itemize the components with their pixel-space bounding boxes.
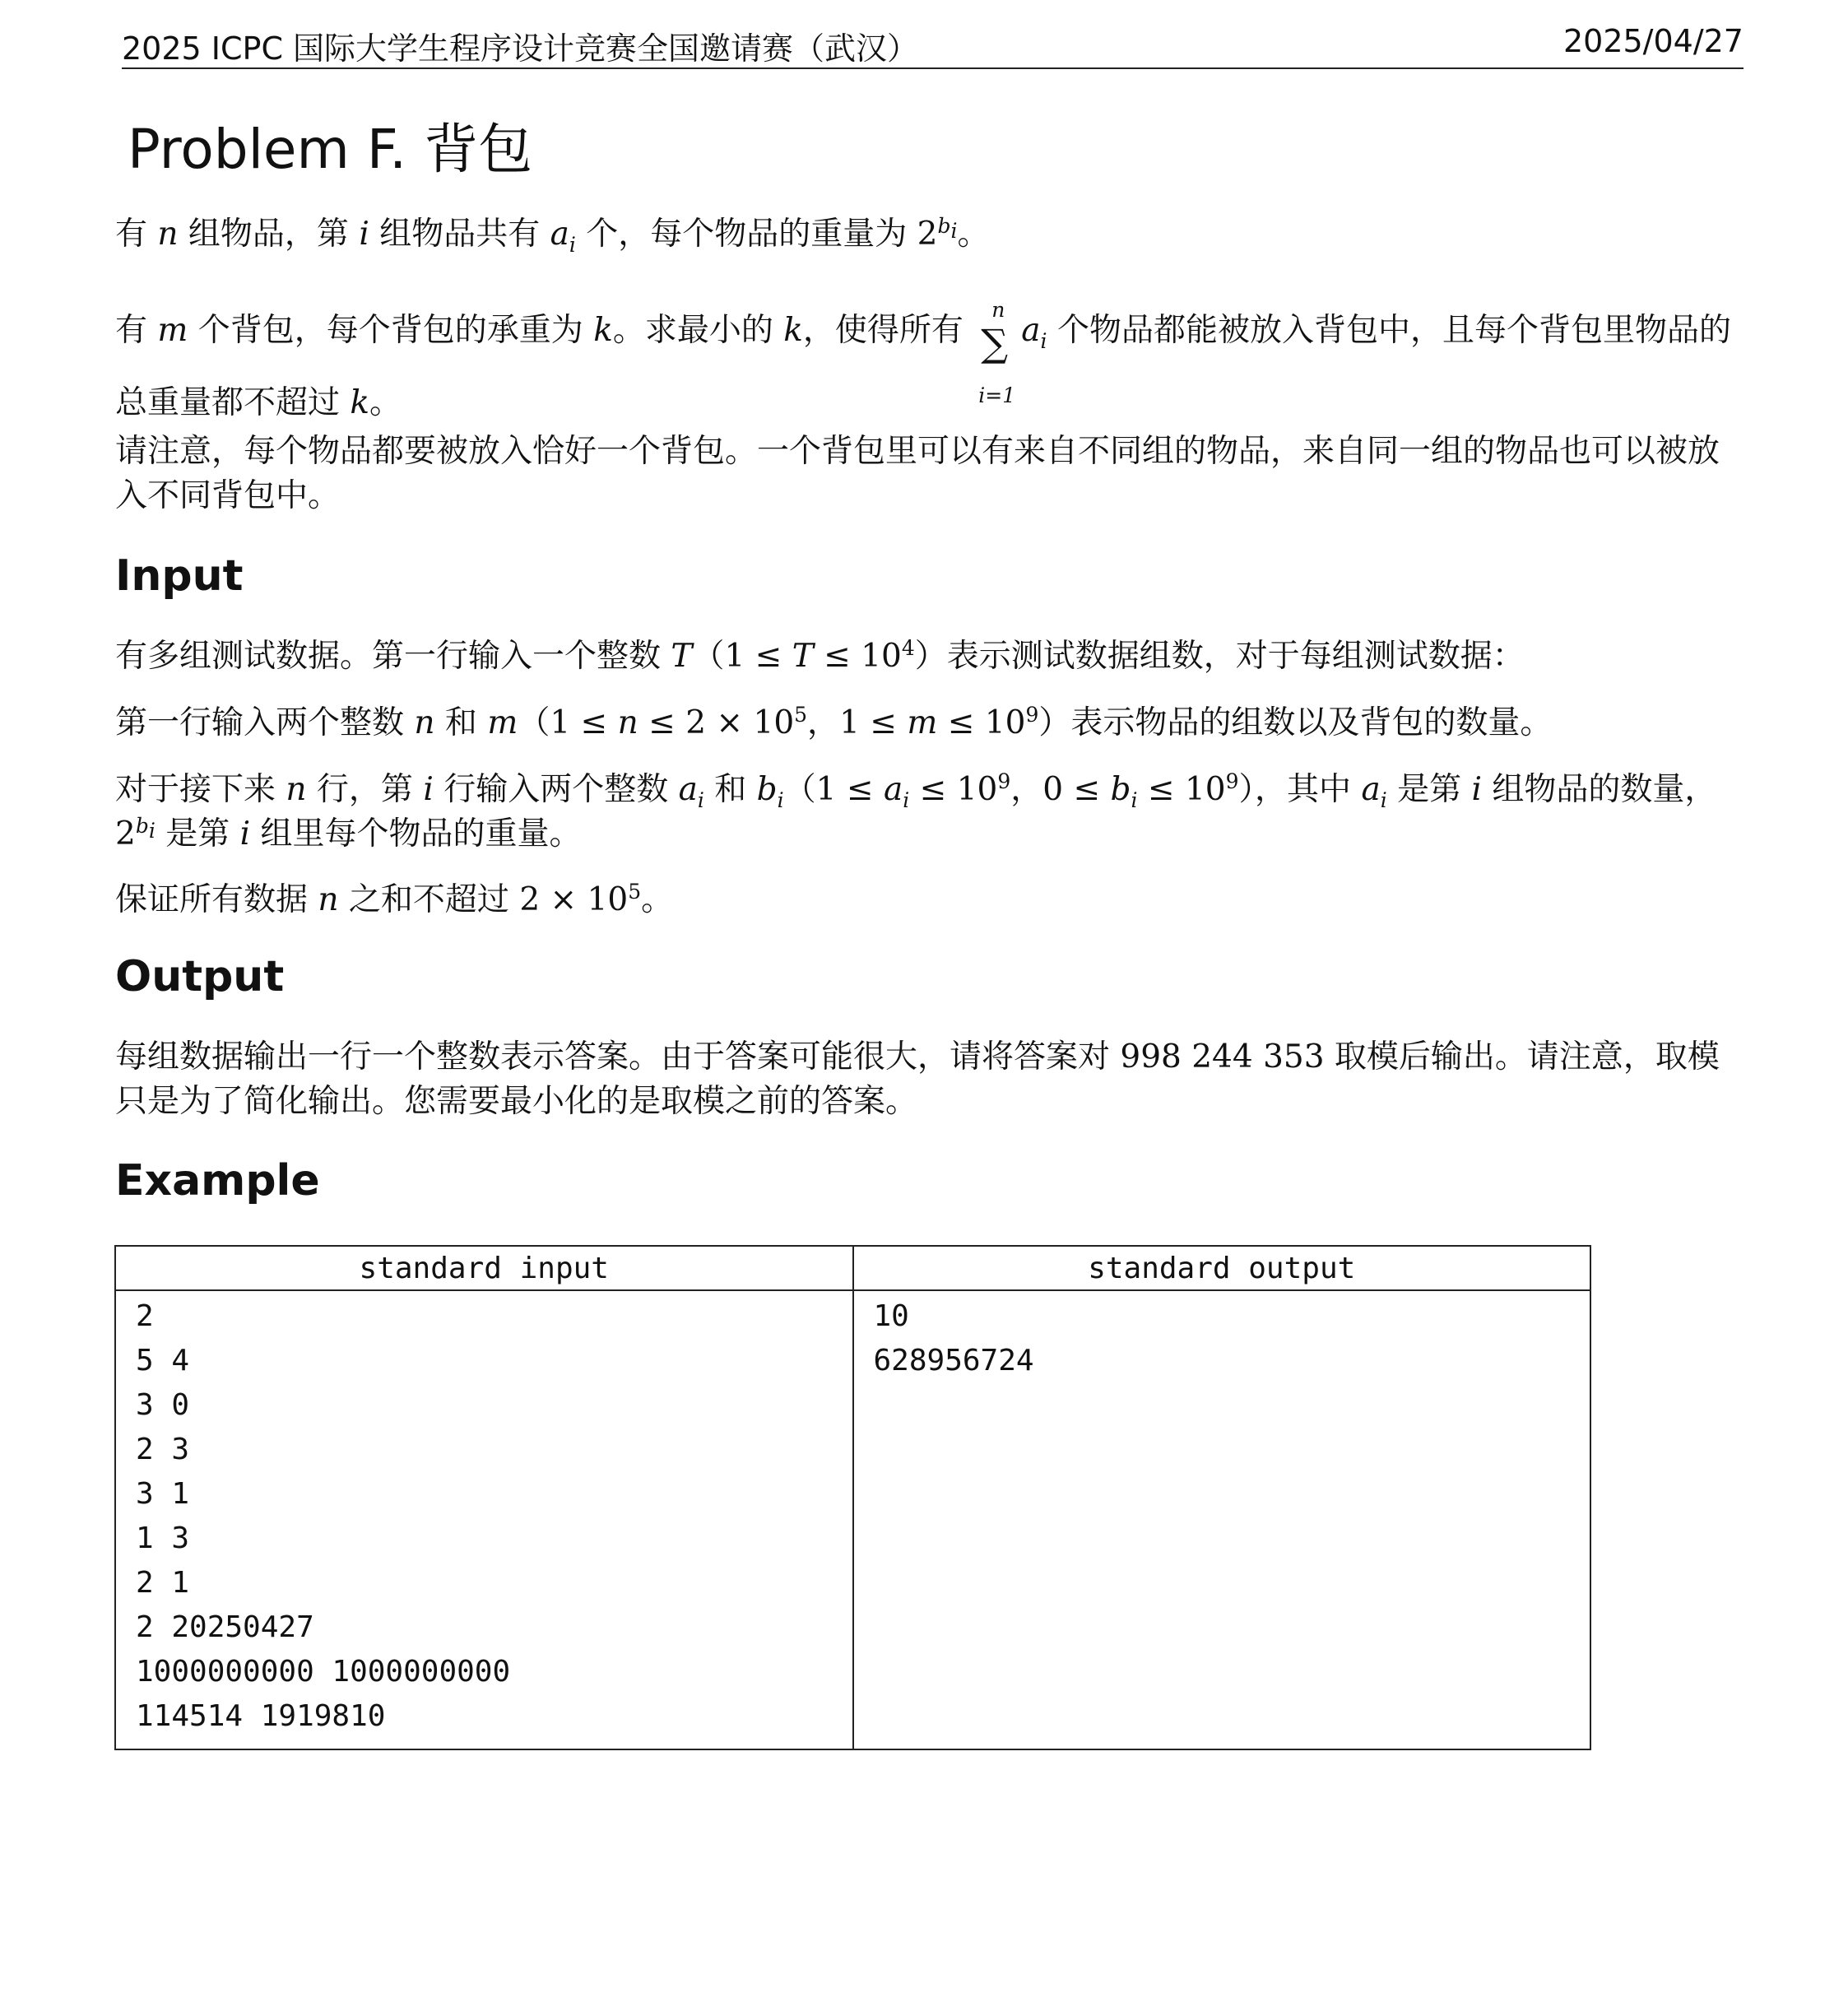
- page-header: [122, 21, 1744, 69]
- output-heading: Output: [115, 952, 285, 1001]
- input-line: 2 3: [136, 1433, 190, 1466]
- input-line: 2 1: [136, 1566, 190, 1600]
- input-line: 3 1: [136, 1477, 190, 1511]
- contest-name: 2025 ICPC 国际大学生程序设计竞赛全国邀请赛（武汉）: [122, 30, 919, 67]
- output-paragraph-1: 每组数据输出一行一个整数表示答案。由于答案可能很大，请将答案对 998 244 353 取模后输出。请注意，取模只是为了简化输出。您需要最小化的是取模之前的答案。: [115, 1038, 1720, 1120]
- input-paragraph-3: 对于接下来 n 行，第 i 行输入两个整数 $a_i$ 和 $b_i(1 \le a_i \le 10^9$，$0 \le b_i \le 10^9$），其中 $a_i$ 是第 i 组物品的数量，$2^{b_i}$ 是第 i 组里每个物品的重量。: [115, 769, 1717, 853]
- output-line: 10: [873, 1299, 909, 1333]
- input-paragraph-4: 保证所有数据 n 之和不超过 $2 \times 10^5$。: [115, 880, 674, 918]
- input-line: 1000000000 1000000000: [136, 1655, 511, 1689]
- output-line: 628956724: [873, 1344, 1034, 1377]
- standard-input-cell: [115, 1290, 853, 1749]
- statement-paragraph-1: 有 n 组物品，第 i 组物品共有 $a_i$ 个，每个物品的重量为 $2^{b_i}$。: [115, 214, 990, 257]
- input-paragraph-1: 有多组测试数据。第一行输入一个整数 $T(1 \le T \le 10^4)$表示测试数据组数，对于每组测试数据：: [115, 636, 1525, 675]
- problem-title: Problem F. 背包: [128, 118, 533, 181]
- summation-symbol: n ∑ i=1: [978, 298, 1016, 407]
- example-table: [114, 1245, 1591, 1750]
- input-line: 2: [136, 1299, 154, 1333]
- input-line: 114514 1919810: [136, 1699, 386, 1733]
- statement-paragraph-2: 有 m 个背包，每个背包的承重为 k。求最小的 k，使得所有 n ∑ i=1 $a_i$ 个物品都能被放入背包中，且每个背包里物品的总重量都不超过 k。: [115, 298, 1731, 421]
- input-heading: Input: [115, 551, 244, 601]
- statement-paragraph-3: 请注意，每个物品都要被放入恰好一个背包。一个背包里可以有来自不同组的物品，来自同一组的物品也可以被放入不同背包中。: [115, 433, 1720, 514]
- input-line: 3 0: [136, 1388, 190, 1422]
- input-line: 5 4: [136, 1344, 190, 1377]
- input-line: 1 3: [136, 1522, 190, 1555]
- standard-output-header: standard output: [853, 1246, 1591, 1290]
- standard-output-cell: [853, 1290, 1591, 1749]
- example-heading: Example: [115, 1156, 320, 1206]
- input-paragraph-2: 第一行输入两个整数 n 和 $m(1 \le n \le 2 \times 10^5$，$1 \le m \le 10^9$）表示物品的组数以及背包的数量。: [115, 703, 1553, 741]
- standard-input-header: standard input: [115, 1246, 853, 1290]
- input-line: 2 20250427: [136, 1610, 314, 1644]
- contest-date: 2025/04/27: [1562, 23, 1744, 59]
